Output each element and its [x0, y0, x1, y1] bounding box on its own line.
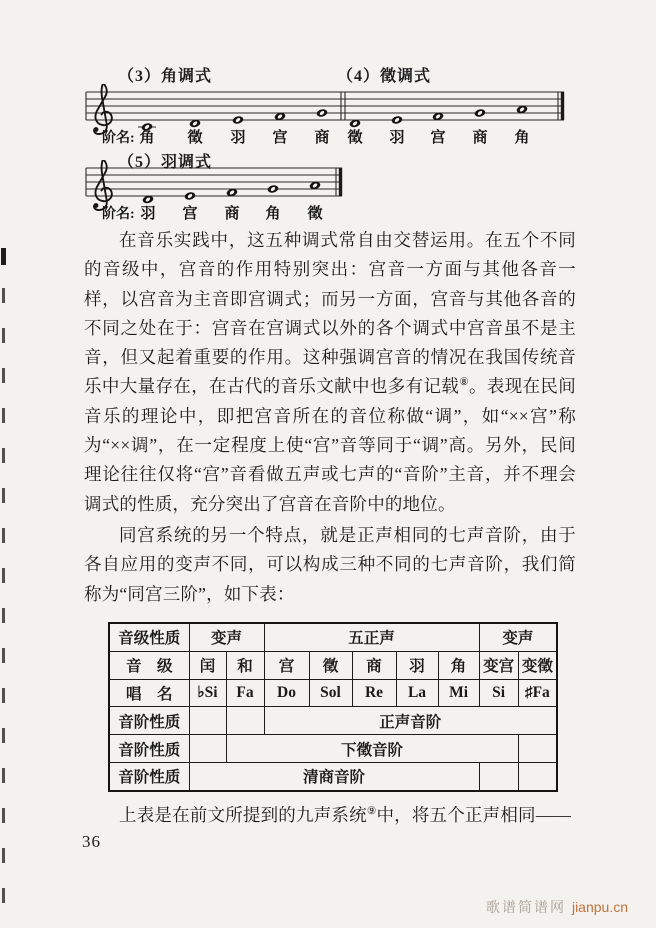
table-header-row	[109, 623, 557, 651]
paragraph-text: 上表是在前文所提到的九声系统	[119, 805, 367, 825]
staff-lines	[86, 168, 342, 196]
header-cell-biansheng-right: 变声	[479, 623, 557, 651]
table-cell: Si	[479, 679, 518, 707]
scale-span-cell: 下徵音阶	[226, 735, 518, 763]
watermark-site-name: 歌谱简谱网	[485, 901, 566, 916]
scan-edge-mark-bold	[1, 248, 6, 265]
scale-degree-label: 商	[314, 130, 330, 146]
header-cell-wuzhengsheng: 五正声	[264, 623, 479, 651]
staff-lines	[86, 92, 564, 120]
empty-cell	[479, 762, 518, 790]
row-label: 音阶性质	[109, 735, 189, 763]
paragraph-tonggong-sanjie: 同宫系统的另一个特点，就是正声相同的七声音阶，由于各自应用的变声不同，可以构成三种不同的七声音阶，我们简称为“同宫三阶”，如下表：	[84, 525, 576, 604]
paragraph-text: 中，将五个正声相同——	[376, 805, 572, 825]
scale-degree-label: 羽	[230, 130, 246, 146]
staff-label-yu: （5）羽调式	[118, 154, 213, 171]
scale-degree-label: 徵	[347, 130, 363, 146]
table-cell: Sol	[309, 679, 352, 707]
scale-degree-label: 角	[139, 130, 155, 146]
page-number: 36	[82, 832, 101, 851]
header-cell-yinji-xingzhi: 音级性质	[109, 623, 189, 651]
scale-degree-label: 徵	[187, 130, 203, 146]
table-cell: 徵	[309, 651, 352, 679]
empty-cell	[518, 762, 557, 790]
table-cell: 和	[226, 651, 264, 679]
scale-degree-label: 宫	[272, 130, 288, 146]
scan-edge-marks	[2, 248, 5, 928]
scale-span-cell: 正声音阶	[264, 707, 557, 735]
table-row-qingshang-scale	[109, 762, 557, 790]
footnote-ref-9: ⑨	[366, 806, 377, 818]
staff-yu	[84, 160, 350, 232]
table-cell: Mi	[438, 679, 479, 707]
table-row-zhengsheng-scale	[109, 707, 557, 735]
table-cell: 变宫	[479, 651, 518, 679]
empty-cell	[189, 735, 226, 763]
scale-degree-label: 宫	[182, 206, 198, 222]
table-cell: ♭Si	[189, 679, 226, 707]
header-cell-biansheng-left: 变声	[189, 623, 264, 651]
empty-cell	[518, 735, 557, 763]
scale-degree-label: 徵	[307, 206, 323, 222]
table-cell: 宫	[264, 651, 309, 679]
scale-degree-label: 角	[265, 206, 281, 222]
table-cell: La	[396, 679, 438, 707]
staff-label-jue: （3）角调式	[118, 68, 213, 85]
scale-span-cell: 清商音阶	[189, 762, 479, 790]
table-row-changming	[109, 679, 557, 707]
jieming-prefix: 阶名:	[102, 131, 135, 146]
tonggong-sanjie-table	[108, 622, 558, 792]
empty-cell	[189, 707, 226, 735]
paragraph-gong-role	[84, 226, 576, 519]
jieming-prefix: 阶名:	[102, 207, 135, 222]
scale-degree-label: 商	[224, 206, 240, 222]
table-cell: Fa	[226, 679, 264, 707]
table-cell: ♯Fa	[518, 679, 557, 707]
table-cell: 闰	[189, 651, 226, 679]
whole-notes-section4	[349, 105, 528, 129]
table-cell: Do	[264, 679, 309, 707]
whole-notes	[142, 181, 321, 205]
scale-degree-label: 羽	[140, 206, 156, 222]
paragraph-below-table	[84, 801, 584, 830]
row-label: 音 级	[109, 651, 189, 679]
scale-degree-label: 羽	[389, 130, 405, 146]
footnote-ref-8: ⑧	[459, 377, 469, 389]
staff-label-zhi: （4）徵调式	[337, 68, 432, 85]
empty-cell	[226, 707, 264, 735]
scale-degree-label: 宫	[430, 130, 446, 146]
watermark-url: jianpu.cn	[571, 899, 628, 915]
scale-degree-label: 角	[514, 130, 530, 146]
table-cell: 羽	[396, 651, 438, 679]
table-cell: 商	[352, 651, 396, 679]
table-cell: 角	[438, 651, 479, 679]
table-row-xiazhi-scale	[109, 735, 557, 763]
table-cell: 变徵	[518, 651, 557, 679]
row-label: 音阶性质	[109, 762, 189, 790]
table-cell: Re	[352, 679, 396, 707]
row-label: 唱 名	[109, 679, 189, 707]
scale-degree-label: 商	[472, 130, 488, 146]
table-row-yinji	[109, 651, 557, 679]
paragraph-text: 。表现在民间音乐的理论中，即把宫音所在的音位称做“调”，如“××宫”称为“××调”，在一定程度上使“宫”音等同于“调”高。另外，民间理论往往仅将“宫”音看做五声或七声的“音阶”主音，并不理会调式的性质，充分突出了宫音在音阶中的地位。	[84, 376, 576, 514]
row-label: 音阶性质	[109, 707, 189, 735]
paragraph-text: 在音乐实践中，这五种调式常自由交替运用。在五个不同的音级中，宫音的作用特别突出：宫音一方面与其他各音一样，以宫音为主音即宫调式；而另一方面，宫音与其他各音的不同之处在于：宫音在宫调式以外的各个调式中宫音虽不是主音，但又起着重要的作用。这种强调宫音的情况在我国传统音乐中大量存在，在古代的音乐文献中也多有记载	[84, 230, 576, 397]
staff-jue-zhi	[84, 84, 566, 156]
watermark	[486, 897, 628, 917]
